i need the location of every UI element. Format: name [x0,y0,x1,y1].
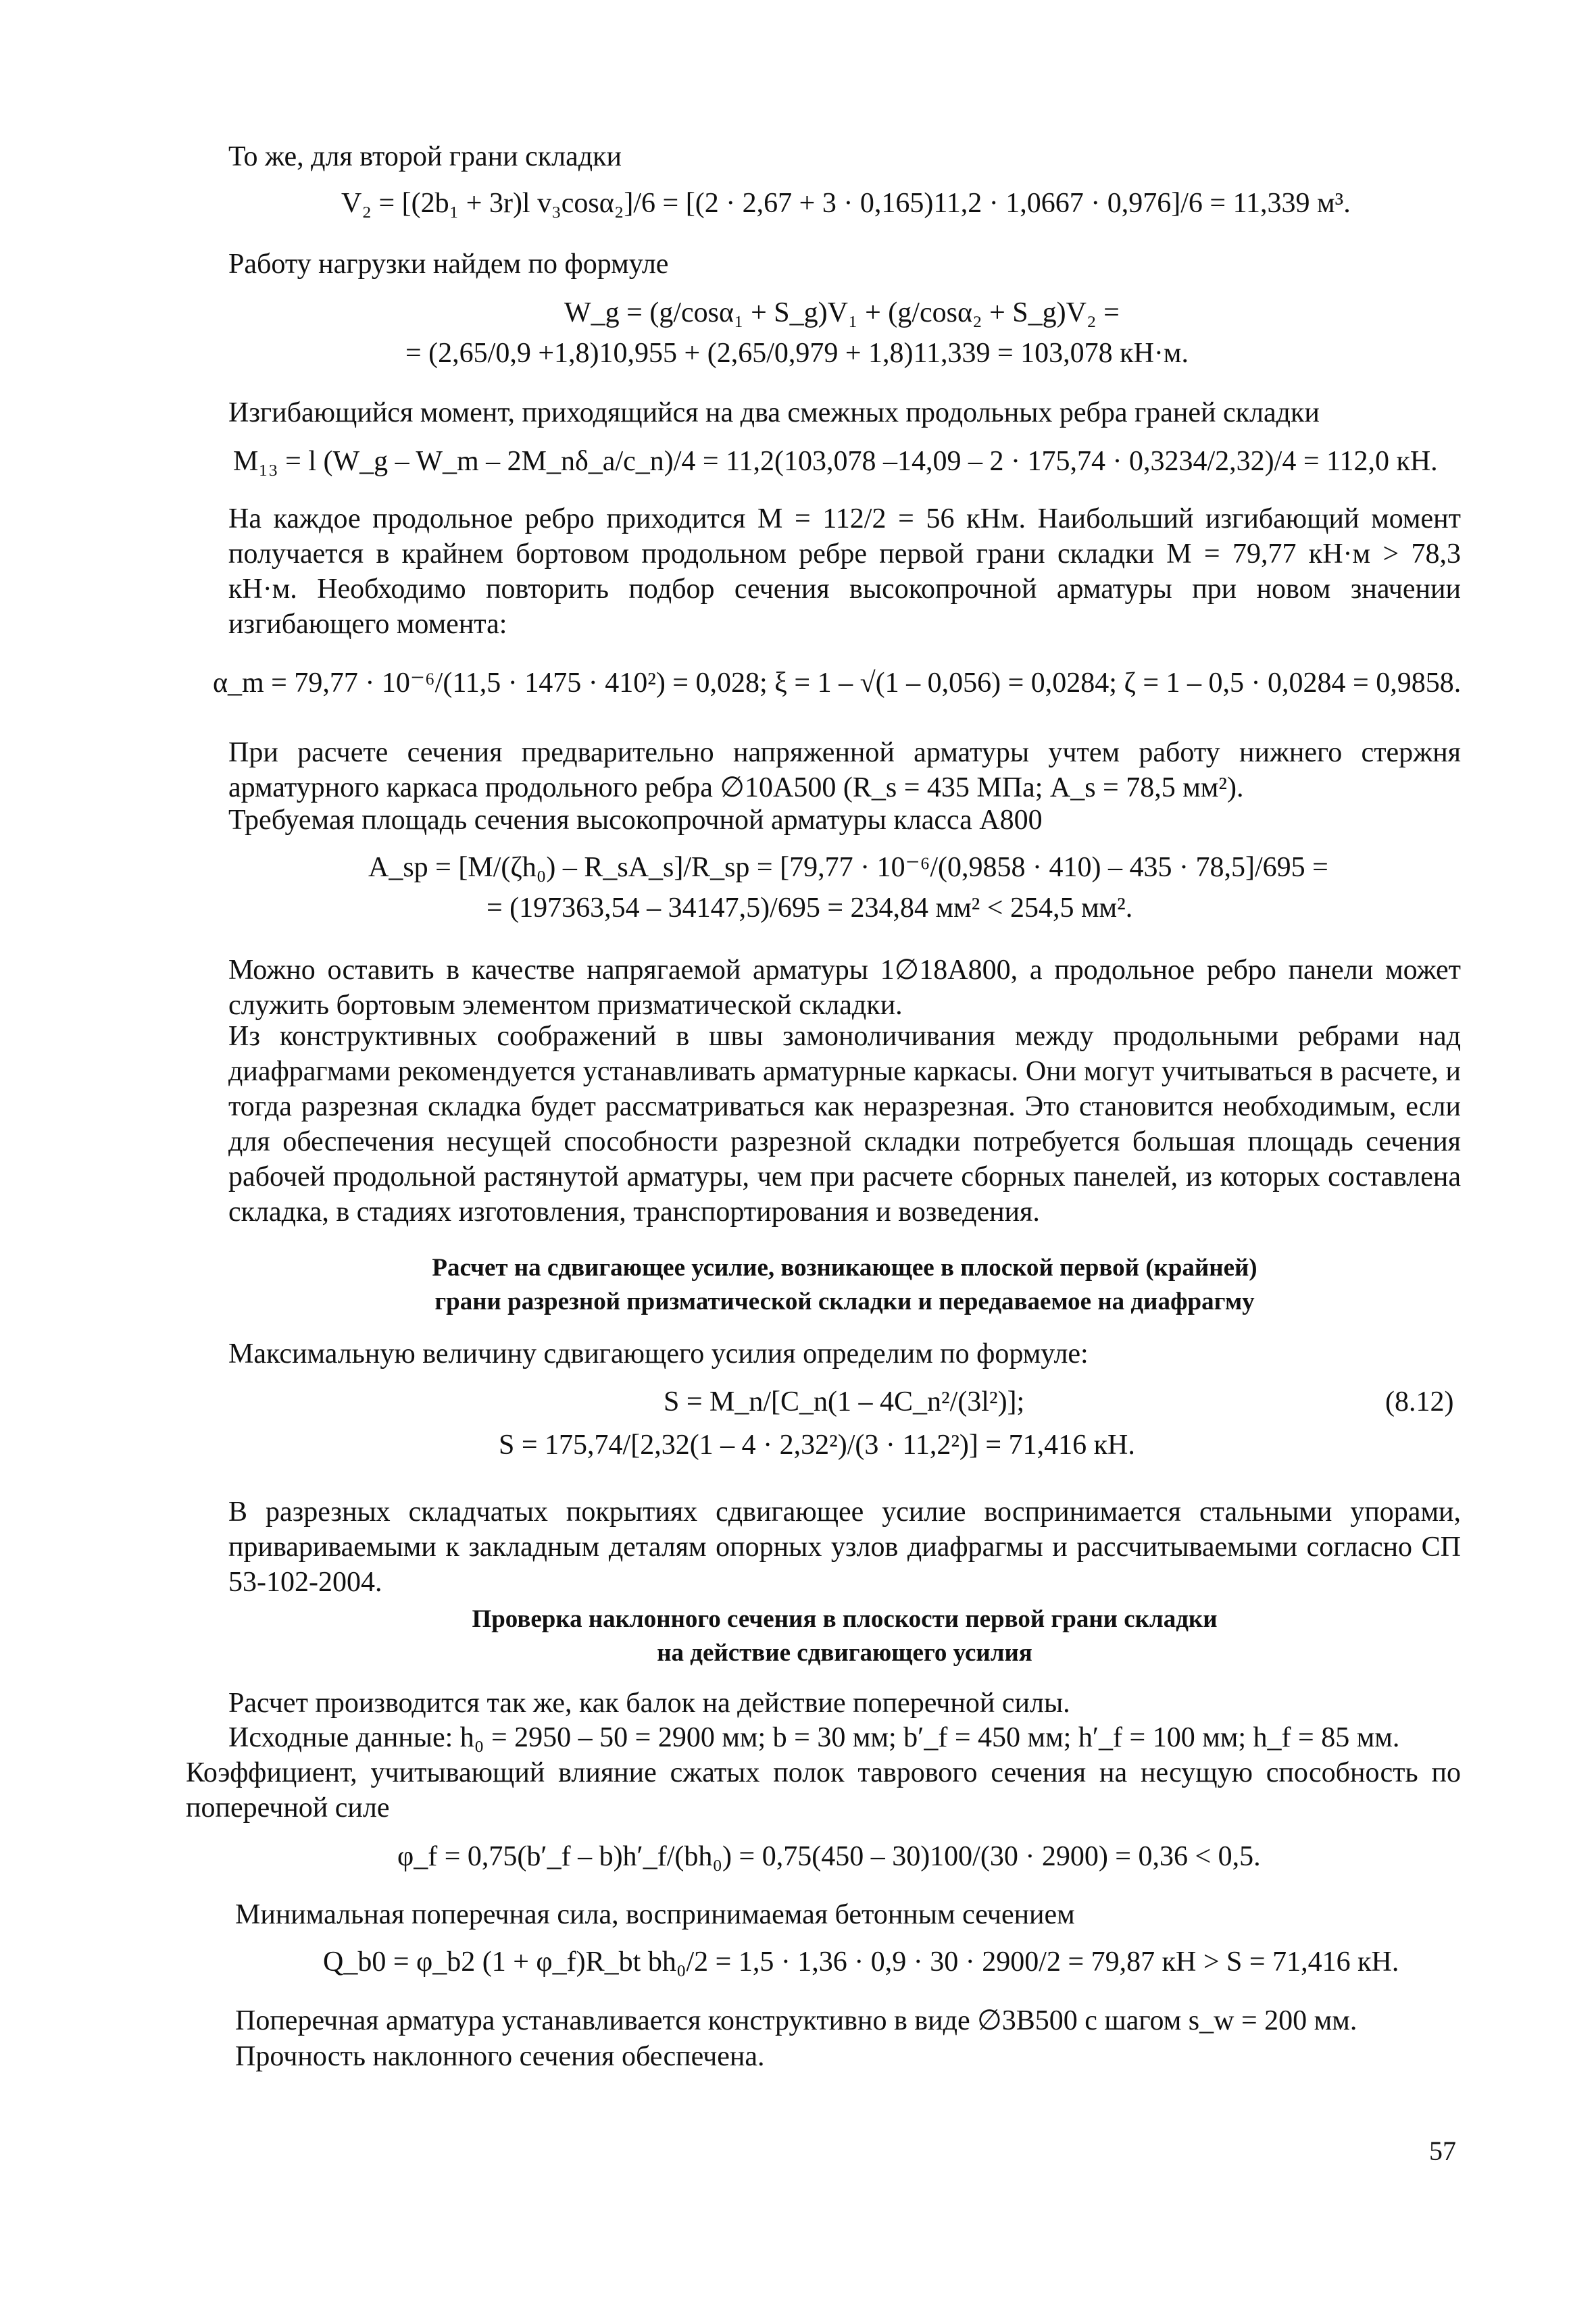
formula-s-value: S = 175,74/[2,32(1 – 4 · 2,32²)/(3 · 11,2²)] = 71,416 кН. [499,1430,1135,1461]
text-line: Минимальная поперечная сила, воспринимаемая бетонным сечением [235,1899,1075,1930]
formula-s: S = M_n/[C_n(1 – 4C_n²/(3l²)]; [664,1386,1025,1417]
page-number: 57 [1429,2136,1456,2166]
formula-phi-f: φ_f = 0,75(b′_f – b)h′_f/(bh₀) = 0,75(450 – 30)100/(30 · 2900) = 0,36 < 0,5. [397,1841,1261,1872]
paragraph: При расчете сечения предварительно напряженной арматуры учтем работу нижнего стержня арматурного каркаса продольного ребра ∅10А500 (R_s = 435 МПа; A_s = 78,5 мм²). [228,737,1461,803]
paragraph: В разрезных складчатых покрытиях сдвигающее усилие воспринимается стальными упорами, привариваемыми к закладным деталям опорных узлов диафрагмы и рассчитываемыми согласно СП 53-102-2004. [228,1496,1461,1598]
formula-asp-continued: = (197363,54 – 34147,5)/695 = 234,84 мм² < 254,5 мм². [487,892,1133,924]
text-line: Требуемая площадь сечения высокопрочной арматуры класса А800 [228,805,1043,836]
text-line: Исходные данные: h₀ = 2950 – 50 = 2900 мм; b = 30 мм; b′_f = 450 мм; h′_f = 100 мм; h_f = 85 мм. [228,1722,1400,1753]
paragraph: Коэффициент, учитывающий влияние сжатых полок таврового сечения на несущую способность по поперечной силе [186,1757,1461,1823]
formula-qb0: Q_b0 = φ_b2 (1 + φ_f)R_bt bh₀/2 = 1,5 · 1,36 · 0,9 · 30 · 2900/2 = 79,87 кН > S = 71,416 кН. [323,1946,1399,1978]
formula-v2: V₂ = [(2b₁ + 3r)l v₃cosα₂]/6 = [(2 · 2,67 + 3 · 0,165)11,2 · 1,0667 · 0,976]/6 = 11,339 м³. [341,188,1351,219]
section-heading: Расчет на сдвигающее усилие, возникающее в плоской первой (крайней) [432,1254,1257,1282]
text-line: То же, для второй грани складки [228,141,622,172]
text-line: Изгибающийся момент, приходящийся на два смежных продольных ребра граней складки [228,397,1320,428]
section-heading: грани разрезной призматической складки и передаваемое на диафрагму [434,1288,1255,1315]
formula-asp: A_sp = [M/(ζh₀) – R_sA_s]/R_sp = [79,77 · 10⁻⁶/(0,9858 · 410) – 435 · 78,5]/695 = [368,852,1328,883]
formula-m13: M₁₃ = l (W_g – W_m – 2M_nδ_a/c_n)/4 = 11,2(103,078 –14,09 – 2 · 175,74 · 0,3234/2,32)/4 = 112,0 кН. [233,446,1438,477]
equation-number: (8.12) [1385,1386,1454,1417]
section-heading: на действие сдвигающего усилия [657,1639,1032,1667]
paragraph: На каждое продольное ребро приходится M = 112/2 = 56 кНм. Наибольший изгибающий момент получается в крайнем бортовом продольном ребре первой грани складки M = 79,77 кН·м > 78,3 кН·м. Необходимо повторить подбор сечения высокопрочной арматуры при новом значении изгибающего момента: [228,503,1461,640]
formula-wg: W_g = (g/cosα₁ + S_g)V₁ + (g/cosα₂ + S_g)V₂ = [564,297,1120,328]
paragraph: Можно оставить в качестве напрягаемой арматуры 1∅18А800, а продольное ребро панели может служить бортовым элементом призматической складки. [228,955,1461,1021]
formula-alpha: α_m = 79,77 · 10⁻⁶/(11,5 · 1475 · 410²) = 0,028; ξ = 1 – √(1 – 0,056) = 0,0284; ζ = 1 – 0,5 · 0,0284 = 0,9858. [213,668,1462,699]
text-line: Прочность наклонного сечения обеспечена. [235,2041,765,2072]
text-line: Расчет производится так же, как балок на действие поперечной силы. [228,1688,1070,1719]
text-line: Работу нагрузки найдем по формуле [228,249,669,280]
text-line: Максимальную величину сдвигающего усилия определим по формуле: [228,1338,1089,1369]
formula-wg-continued: = (2,65/0,9 +1,8)10,955 + (2,65/0,979 + 1,8)11,339 = 103,078 кН·м. [405,338,1189,369]
text-line: Поперечная арматура устанавливается конструктивно в виде ∅3В500 с шагом s_w = 200 мм. [235,2005,1357,2036]
section-heading: Проверка наклонного сечения в плоскости первой грани складки [472,1605,1218,1633]
paragraph: Из конструктивных соображений в швы замоноличивания между продольными ребрами над диафрагмами рекомендуется устанавливать арматурные каркасы. Они могут учитываться в расчете, и тогда разрезная складка будет рассматриваться как неразрезная. Это становится необходимым, если для обеспечения несущей способности разрезной складки потребуется большая площадь сечения рабочей продольной растянутой арматуры, чем при расчете сборных панелей, из которых составлена складка, в стадиях изготовления, транспортирования и возведения. [228,1021,1461,1228]
